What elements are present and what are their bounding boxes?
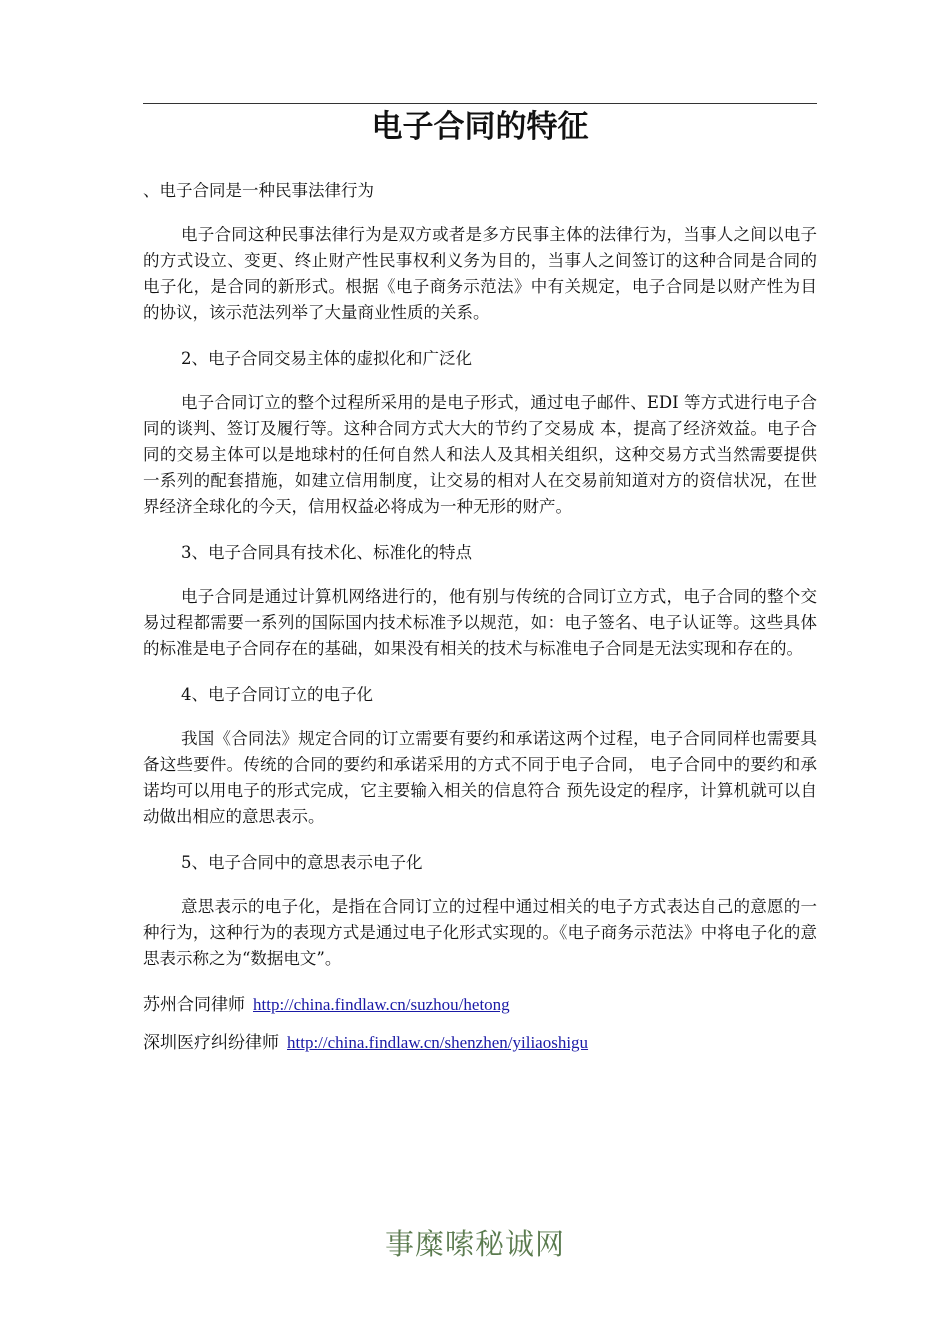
section-2-heading: 2、电子合同交易主体的虚拟化和广泛化 — [181, 349, 472, 368]
section-1-heading: 、电子合同是一种民事法律行为 — [143, 181, 374, 200]
footer-watermark: 事糜嗦秘诚网 — [384, 1227, 565, 1261]
document-body — [143, 178, 817, 1068]
link-shenzhen-yiliao[interactable]: http://china.findlaw.cn/shenzhen/yiliaoshigu — [287, 1033, 589, 1052]
section-2-paragraph: 电子合同订立的整个过程所采用的是电子形式，通过电子邮件、EDI 等方式进行电子合同的谈判、签订及履行等。这种合同方式大大的节约了交易成 本，提高了经济效益。电子合同的交易主体可以是地球村的任何自然人和法人及其相关组织，这种交易方式当然需要提供一系列的配套措施，如建立信用制度，让交易的相对人在交易前知道对方的资信状况，在世界经济全球化的今天，信用权益必将成为一种无形的财产。 — [143, 393, 817, 516]
document-title: 电子合同的特征 — [371, 109, 589, 145]
section-5-heading: 5、电子合同中的意思表示电子化 — [181, 853, 423, 872]
link-line-shenzhen — [143, 1030, 817, 1056]
link-label-shenzhen: 深圳医疗纠纷律师 — [143, 1033, 279, 1052]
section-5-paragraph: 意思表示的电子化，是指在合同订立的过程中通过相关的电子方式表达自己的意愿的一种行为，这种行为的表现方式是通过电子化形式实现的。《电子商务示范法》中将电子化的意思表示称之为“数据电文”。 — [143, 897, 817, 968]
link-label-suzhou: 苏州合同律师 — [143, 995, 245, 1014]
link-suzhou-hetong[interactable]: http://china.findlaw.cn/suzhou/hetong — [253, 995, 510, 1014]
section-4-paragraph: 我国《合同法》规定合同的订立需要有要约和承诺这两个过程，电子合同同样也需要具备这些要件。传统的合同的要约和承诺采用的方式不同于电子合同， 电子合同中的要约和承诺均可以用电子的形式完成，它主要输入相关的信息符合 预先设定的程序，计算机就可以自动做出相应的意思表示。 — [143, 729, 817, 826]
section-3-paragraph: 电子合同是通过计算机网络进行的，他有别与传统的合同订立方式，电子合同的整个交易过程都需要一系列的国际国内技术标准予以规范，如：电子签名、电子认证等。这些具体的标准是电子合同存在的基础，如果没有相关的技术与标准电子合同是无法实现和存在的。 — [143, 587, 817, 658]
header-rule — [143, 103, 817, 104]
section-3-heading: 3、电子合同具有技术化、标准化的特点 — [181, 543, 472, 562]
link-line-suzhou — [143, 992, 817, 1018]
section-1-paragraph: 电子合同这种民事法律行为是双方或者是多方民事主体的法律行为，当事人之间以电子的方式设立、变更、终止财产性民事权利义务为目的，当事人之间签订的这种合同是合同的电子化，是合同的新形式。根据《电子商务示范法》中有关规定，电子合同是以财产性为目的协议，该示范法列举了大量商业性质的关系。 — [143, 225, 817, 322]
section-4-heading: 4、电子合同订立的电子化 — [181, 685, 373, 704]
